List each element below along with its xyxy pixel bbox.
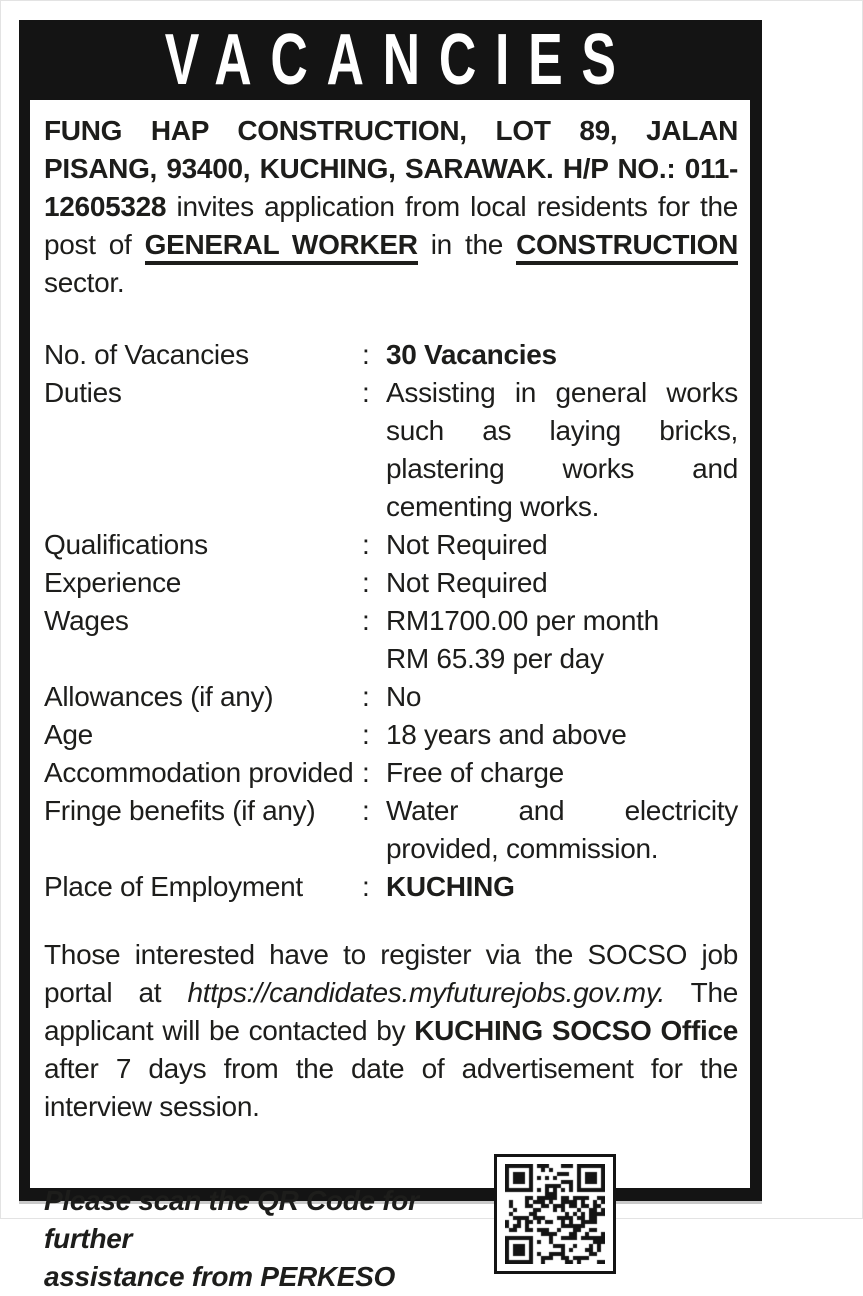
wages-line-month: RM1700.00 per month: [386, 605, 659, 636]
position-title: GENERAL WORKER: [145, 229, 418, 265]
company-address: FUNG HAP CONSTRUCTION, LOT 89, JALAN PISANG, 93400, KUCHING, SARAWAK. H/P NO.: 011-12605328: [44, 115, 738, 222]
detail-colon: :: [362, 871, 370, 902]
detail-row-experience: [44, 564, 738, 602]
socso-office: KUCHING SOCSO Office: [414, 1015, 738, 1046]
detail-label: Duties: [44, 377, 122, 408]
wages-line-day: RM 65.39 per day: [386, 643, 604, 674]
qr-code: [505, 1164, 605, 1264]
detail-row-duties: [44, 374, 738, 526]
portal-seg2: The applicant will be contacted by: [44, 977, 738, 1046]
detail-colon: :: [362, 339, 370, 370]
qr-note-line1: Please scan the QR Code for further: [44, 1185, 419, 1254]
detail-value: 18 years and above: [386, 719, 627, 750]
detail-colon: :: [362, 605, 370, 636]
detail-row-fringe-benefits: [44, 792, 738, 868]
detail-label: Experience: [44, 567, 182, 598]
ad-body: [30, 100, 750, 1292]
portal-url: https://candidates.myfuturejobs.gov.my.: [187, 977, 665, 1008]
detail-label: Age: [44, 719, 93, 750]
detail-row-wages: [44, 602, 738, 678]
qr-frame: [494, 1154, 616, 1274]
detail-label: Place of Employment: [44, 871, 303, 902]
portal-paragraph: [44, 936, 738, 1126]
sector-tail: sector.: [44, 267, 125, 298]
detail-value: 30 Vacancies: [386, 339, 557, 370]
invites-text: invites application from local residents for the post of: [44, 191, 738, 260]
detail-colon: :: [362, 719, 370, 750]
portal-seg3: after 7 days from the date of advertisement for the interview session.: [44, 1053, 738, 1122]
in-the-text: in the: [417, 229, 517, 260]
detail-colon: :: [362, 377, 370, 408]
qr-section: [44, 1154, 738, 1292]
detail-value: KUCHING: [386, 871, 515, 902]
sector-title: CONSTRUCTION: [516, 229, 738, 265]
detail-value: Water and electricity provided, commission.: [386, 795, 738, 864]
detail-label: Allowances (if any): [44, 681, 274, 712]
detail-row-age: [44, 716, 738, 754]
details-list: [44, 336, 738, 906]
detail-colon: :: [362, 529, 370, 560]
detail-value: Not Required: [386, 529, 548, 560]
vacancy-ad-frame: [19, 20, 762, 1292]
portal-seg1: Those interested have to register via the SOCSO job portal at: [44, 939, 738, 1008]
detail-value: No: [386, 681, 422, 712]
detail-label: Fringe benefits (if any): [44, 795, 316, 826]
detail-row-qualifications: [44, 526, 738, 564]
detail-label: Wages: [44, 605, 129, 636]
ad-header-band: [19, 20, 762, 100]
detail-row-vacancies: [44, 336, 738, 374]
page-title: VACANCIES: [164, 20, 635, 100]
detail-value: Free of charge: [386, 757, 564, 788]
detail-value: [386, 602, 738, 678]
detail-label: Accommodation provided: [44, 757, 354, 788]
intro-paragraph: [44, 112, 738, 302]
detail-colon: :: [362, 757, 370, 788]
detail-row-accommodation: [44, 754, 738, 792]
detail-row-place-of-employment: [44, 868, 738, 906]
detail-value: Not Required: [386, 567, 548, 598]
detail-row-allowances: [44, 678, 738, 716]
detail-colon: :: [362, 681, 370, 712]
qr-note: [44, 1182, 484, 1296]
detail-value: Assisting in general works such as laying bricks, plastering works and cementing works.: [386, 377, 738, 522]
detail-label: Qualifications: [44, 529, 208, 560]
detail-label: No. of Vacancies: [44, 339, 249, 370]
detail-colon: :: [362, 567, 370, 598]
qr-note-line2: assistance from PERKESO: [44, 1261, 396, 1292]
detail-colon: :: [362, 795, 370, 826]
